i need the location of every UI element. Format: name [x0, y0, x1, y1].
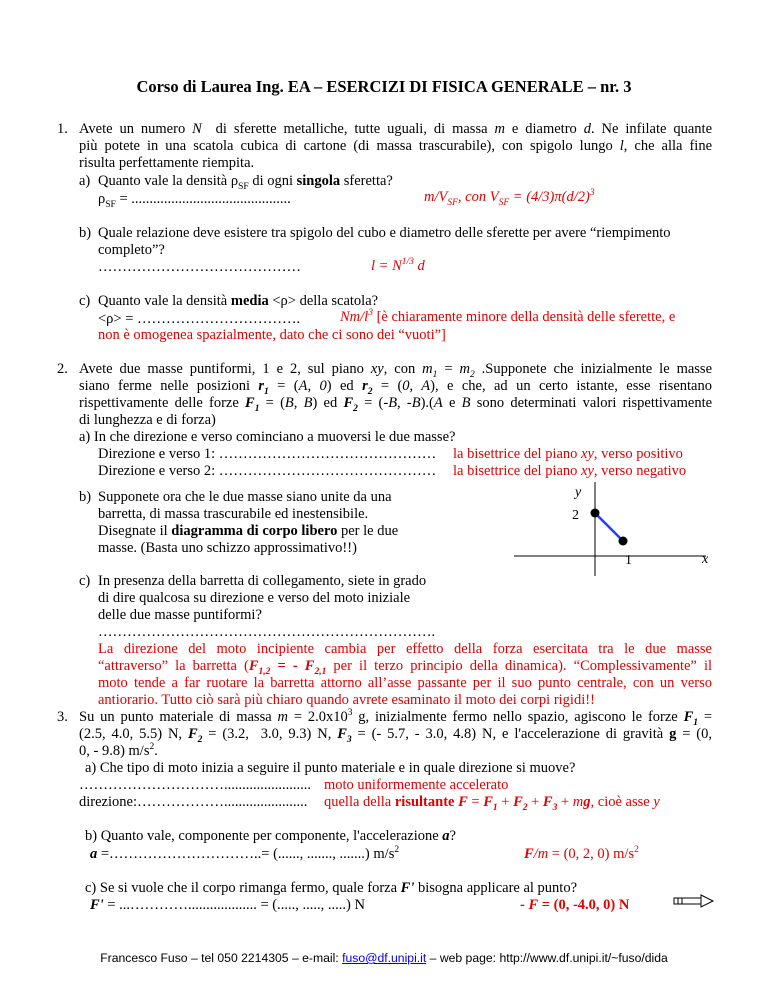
- answer-text: moto uniformemente accelerato: [324, 777, 509, 793]
- question-label: b): [79, 489, 92, 505]
- exercise-text-line: 0, - 9.8) $m/s^2$.: [79, 742, 158, 759]
- page-title: Corso di Laurea Ing. EA – ESERCIZI DI FISICA GENERALE – nr. 3: [136, 77, 632, 96]
- x-axis-label: x: [702, 552, 709, 567]
- question-text: delle due masse puntiformi?: [98, 607, 262, 623]
- answer-line: Direzione e verso 2: ………………………………………: [98, 463, 437, 479]
- question-text: Quanto vale la densità $\rho_{SF}$ di ogni singola sferetta?: [98, 173, 393, 192]
- question-text: In presenza della barretta di collegamento, siete in grado: [98, 573, 427, 589]
- answer-line: …………………………........................: [79, 777, 311, 793]
- exercise-number: 3.: [57, 709, 68, 725]
- question-text: a) Che tipo di moto inizia a seguire il punto materiale e in quale direzione si muove?: [85, 760, 576, 776]
- footer-text: Francesco Fuso – tel 050 2214305 – e-mail:: [100, 951, 343, 965]
- answer-line: …………………………………………………………….: [98, 624, 436, 640]
- answer-text: $Nm/l^3$ [è chiaramente minore della densità delle sferette, e: [340, 308, 676, 325]
- page-footer: [0, 951, 768, 965]
- answer-text: moto tende a far ruotare la barretta attorno all’asse passante per il suo punto centrale, con un verso: [98, 675, 712, 691]
- question-text: b) Quanto vale, componente per componente, l'accelerazione a?: [85, 828, 456, 844]
- next-page-arrow-icon: [673, 894, 715, 908]
- answer-text: F/m = (0, 2, 0) $m/s^2$: [524, 845, 639, 862]
- answer-text: la bisettrice del piano xy, verso positivo: [453, 446, 683, 462]
- exercise-text-line: di lunghezza e di forza): [79, 412, 216, 428]
- mass-1-point: [619, 537, 628, 546]
- question-text: Quale relazione deve esistere tra spigolo del cubo e diametro delle sferette per avere “riempimento: [98, 225, 671, 241]
- answer-text: la bisettrice del piano xy, verso negativo: [453, 463, 687, 479]
- exercise-text-line: Avete un numero N di sferette metalliche, tutte uguali, di massa m e diametro d. Ne infilate quante: [79, 121, 712, 137]
- answer-text: $m/V_{SF}$, con $V_{SF} = (4/3)\pi(d/2)^3$: [424, 188, 595, 208]
- exercise-text-line: siano ferme nelle posizioni $r_1 = (A$, 0) ed $r_2 = (0$, A), e che, ad un certo istante, esse risentano: [79, 378, 712, 397]
- answer-text: quella della risultante $F = F_1 + F_2 + F_3$ + mg, cioè asse y: [324, 794, 660, 813]
- answer-line: <ρ> = …………………………….: [98, 311, 301, 327]
- free-body-diagram: [512, 476, 712, 580]
- answer-text: antiorario. Tutto ciò sarà più chiaro quando avrete esaminato il moto dei corpi rigidi!!: [98, 692, 595, 708]
- question-label: a): [79, 173, 91, 189]
- answer-line: $\rho_{SF}$ = ............................................: [98, 191, 291, 210]
- footer-text: – web page: http://www.df.unipi.it/~fuso/dida: [426, 951, 668, 965]
- exercise-text-line: risulta perfettamente riempita.: [79, 155, 255, 171]
- mass-2-point: [591, 509, 600, 518]
- answer-text: non è omogenea spazialmente, dato che ci sono dei “vuoti”]: [98, 327, 446, 343]
- question-text: Supponete ora che le due masse siano unite da una: [98, 489, 392, 505]
- question-text: c) Se si vuole che il corpo rimanga fermo, quale forza F' bisogna applicare al punto?: [85, 880, 578, 896]
- question-text: Quanto vale la densità media <ρ> della scatola?: [98, 293, 379, 309]
- question-text: Disegnate il diagramma di corpo libero per le due: [98, 523, 399, 539]
- answer-line: a =…………………………..= (......, ......., .......) $m/s^2$: [90, 845, 400, 862]
- exercise-text-line: (2.5, 4.0, 5.5) N, $F_2 = (3.2$, 3.0, 9.3) N, $F_3$ = (- 5.7, - 3.0, 4.8) N, e l'accelerazione di gravità g = (0,: [79, 726, 712, 745]
- question-text: masse. (Basta uno schizzo approssimativo!!): [98, 540, 357, 556]
- exercise-text-line: più potete in una scatola cubica di cartone (di massa trascurabile), con spigolo lungo l, che alla fine: [79, 138, 713, 154]
- exercise-text-line: rispettivamente delle forze $F_1 = (B$, B) ed $F_2 = (-B$, -B).(A e B sono determinati valori rispettivamente: [79, 395, 713, 414]
- question-label: b): [79, 225, 92, 241]
- exercise-number: 2.: [57, 361, 68, 377]
- answer-text: “attraverso” la barretta ($F_{1,2}$ = - $F_{2,1}$ per il terzo principio della dinamica). “Complessivamente” il: [98, 658, 713, 677]
- answer-text: $l = N^{1/3}$ d: [371, 257, 425, 274]
- question-label: c): [79, 293, 91, 309]
- exercise-text-line: Su un punto materiale di massa $m = 2.0x10^3$ g, inizialmente fermo nello spazio, agiscono le forze $F_1$ =: [79, 708, 712, 728]
- question-text: barretta, di massa trascurabile ed inestensibile.: [98, 506, 369, 522]
- question-text: completo”?: [98, 242, 165, 258]
- answer-line: Direzione e verso 1: ………………………………………: [98, 446, 437, 462]
- answer-line: F' = ...…………................... = (....., ....., .....) N: [90, 897, 365, 913]
- exercise-text-line: Avete due masse puntiformi, 1 e 2, sul piano xy, con $m_1 = m_2$ .Supponete che inizialmente le masse: [79, 361, 713, 380]
- question-text: di dire qualcosa su direzione e verso del moto iniziale: [98, 590, 411, 606]
- email-link[interactable]: fuso@df.unipi.it: [342, 951, 427, 965]
- answer-line: direzione:……………….......................: [79, 794, 308, 810]
- mass-1-label: 1: [625, 553, 632, 568]
- question-text: a) In che direzione e verso cominciano a muoversi le due masse?: [79, 429, 456, 445]
- mass-2-label: 2: [572, 508, 579, 523]
- answer-text: - F = (0, -4.0, 0) N: [520, 897, 630, 913]
- connecting-rod: [595, 513, 623, 541]
- question-label: c): [79, 573, 91, 589]
- y-axis-label: y: [575, 485, 582, 500]
- answer-line: ……………………………………: [98, 259, 301, 275]
- exercise-number: 1.: [57, 121, 68, 137]
- answer-text: La direzione del moto incipiente cambia per effetto della forza esercitata tra le due masse: [98, 641, 712, 657]
